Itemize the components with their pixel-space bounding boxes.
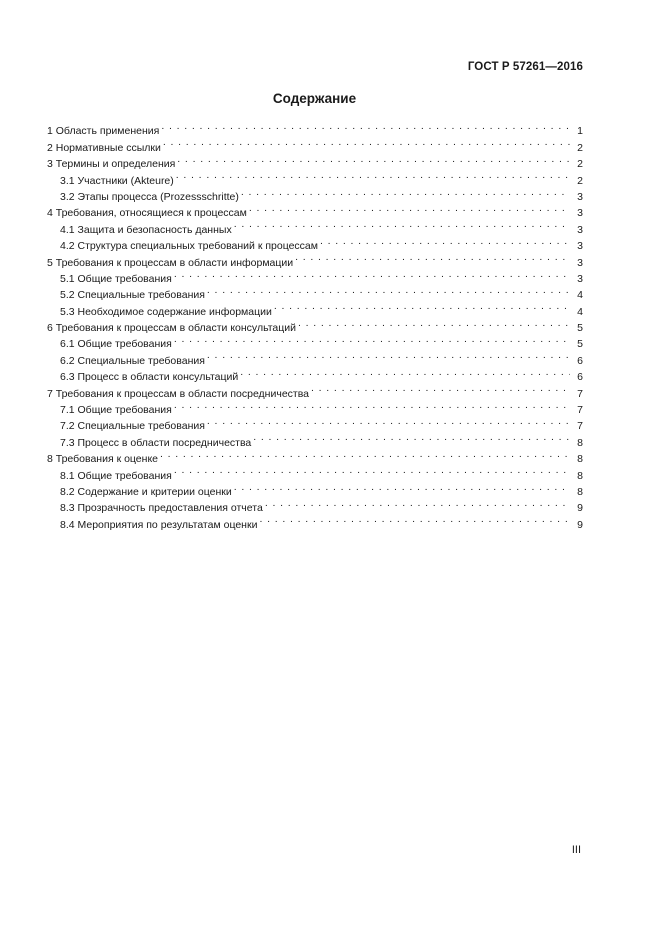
toc-entry-page: 7 (577, 387, 583, 400)
toc-entry-page: 9 (577, 518, 583, 531)
toc-entry-page: 3 (577, 256, 583, 269)
toc-dot-leader (160, 446, 570, 462)
toc-entry-page: 4 (577, 289, 583, 302)
toc-entry-label: 8.4 Мероприятия по результатам оценки (60, 518, 258, 531)
toc-dot-leader (249, 200, 570, 216)
toc-entry-page: 2 (577, 174, 583, 187)
toc-entry[interactable] (47, 118, 583, 138)
toc-dot-leader (240, 364, 570, 380)
toc-dot-leader (177, 151, 570, 167)
toc-entry-label: 4.2 Структура специальных требований к процессам (60, 240, 318, 253)
document-code: ГОСТ Р 57261—2016 (467, 61, 583, 73)
toc-dot-leader (234, 216, 570, 232)
toc-entry-label: 5.3 Необходимое содержание информации (60, 305, 272, 318)
page-number: III (571, 844, 581, 856)
toc-entry-page: 8 (577, 485, 583, 498)
toc-entry-page: 3 (577, 240, 583, 253)
toc-entry-label: 7.3 Процесс в области посредничества (60, 436, 252, 449)
toc-entry-label: 8 Требования к оценке (47, 453, 158, 466)
toc-dot-leader (174, 462, 570, 478)
toc-dot-leader (274, 298, 570, 314)
toc-entry-page: 8 (577, 453, 583, 466)
toc-entry-label: 5 Требования к процессам в области информации (47, 256, 294, 269)
toc-entry-label: 1 Область применения (47, 125, 160, 138)
toc-dot-leader (176, 167, 570, 183)
toc-dot-leader (174, 331, 570, 347)
toc-entry-label: 5.1 Общие требования (60, 272, 172, 285)
toc-entry-page: 2 (577, 158, 583, 171)
toc-entry-page: 8 (577, 469, 583, 482)
toc-entry-label: 7.2 Специальные требования (60, 420, 205, 433)
toc-entry-label: 8.3 Прозрачность предоставления отчета (60, 502, 263, 515)
toc-entry-page: 3 (577, 223, 583, 236)
toc-dot-leader (241, 184, 570, 200)
toc-entry-page: 6 (577, 354, 583, 367)
toc-entry-label: 8.2 Содержание и критерии оценки (60, 485, 232, 498)
toc-entry-page: 5 (577, 338, 583, 351)
toc-dot-leader (311, 380, 570, 396)
toc-entry-page: 3 (577, 272, 583, 285)
toc-entry-label: 3.2 Этапы процесса (Prozessschritte) (60, 190, 239, 203)
toc-entry-label: 3 Термины и определения (47, 158, 176, 171)
toc-dot-leader (207, 347, 570, 363)
toc-dot-leader (163, 134, 570, 150)
toc-entry-page: 9 (577, 502, 583, 515)
toc-entry-page: 3 (577, 190, 583, 203)
toc-entry-label: 5.2 Специальные требования (60, 289, 205, 302)
toc-entry-page: 5 (577, 322, 583, 335)
toc-entry-label: 2 Нормативные ссылки (47, 141, 161, 154)
toc-entry-label: 4.1 Защита и безопасность данных (60, 223, 232, 236)
toc-dot-leader (174, 266, 570, 282)
toc-entry-label: 4 Требования, относящиеся к процессам (47, 207, 247, 220)
toc-entry-label: 7 Требования к процессам в области посредничества (47, 387, 310, 400)
toc-entry-label: 6 Требования к процессам в области консультаций (47, 322, 297, 335)
toc-dot-leader (234, 479, 570, 495)
toc-dot-leader (259, 511, 570, 527)
toc-entry-page: 8 (577, 436, 583, 449)
toc-entry-page: 7 (577, 404, 583, 417)
toc-dot-leader (207, 282, 570, 298)
toc-entry-page: 7 (577, 420, 583, 433)
toc-entry-page: 2 (577, 141, 583, 154)
toc-entry-label: 6.1 Общие требования (60, 338, 172, 351)
toc-dot-leader (207, 413, 570, 429)
toc-entry-label: 6.2 Специальные требования (60, 354, 205, 367)
toc-dot-leader (161, 118, 570, 134)
toc-entry-label: 8.1 Общие требования (60, 469, 172, 482)
toc-entry-page: 6 (577, 371, 583, 384)
toc-dot-leader (320, 233, 570, 249)
toc-entry-page: 3 (577, 207, 583, 220)
toc-dot-leader (174, 397, 570, 413)
toc-dot-leader (253, 429, 570, 445)
toc-entry-label: 7.1 Общие требования (60, 404, 172, 417)
toc-entry-label: 6.3 Процесс в области консультаций (60, 371, 239, 384)
toc-entry-label: 3.1 Участники (Akteure) (60, 174, 174, 187)
table-of-contents (47, 118, 583, 531)
toc-title: Содержание (272, 91, 357, 106)
toc-dot-leader (298, 315, 570, 331)
toc-entry-page: 1 (577, 125, 583, 138)
toc-entry-page: 4 (577, 305, 583, 318)
toc-dot-leader (295, 249, 570, 265)
toc-dot-leader (265, 495, 570, 511)
